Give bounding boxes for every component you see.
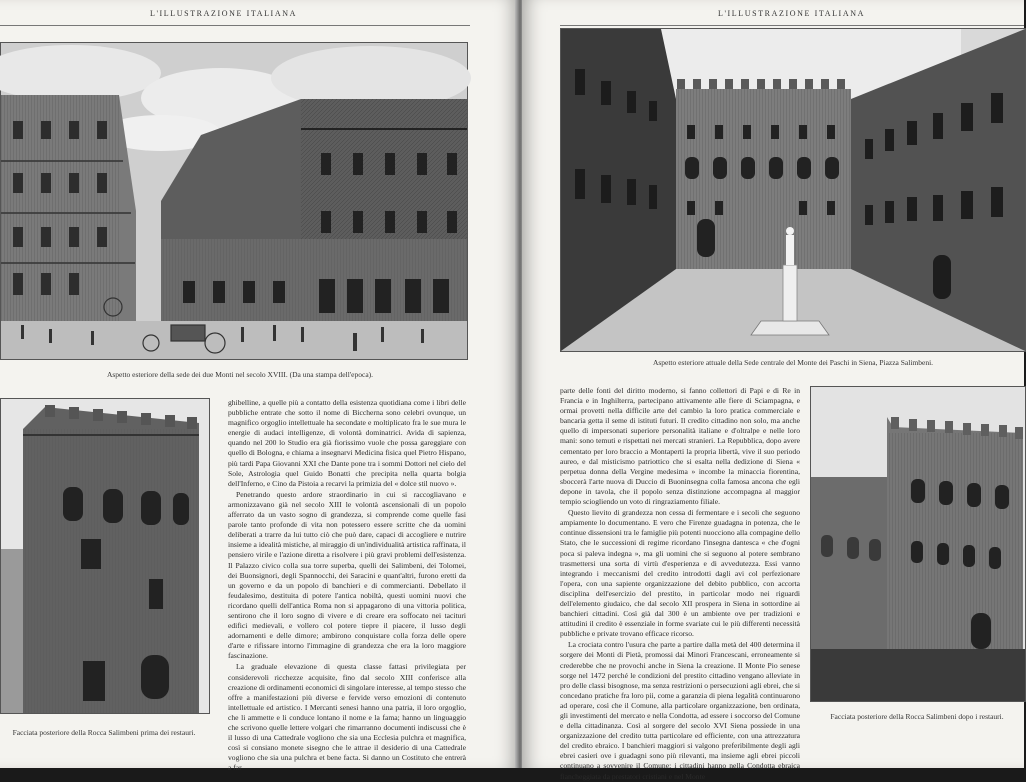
left-page [0,0,518,773]
right-page [522,0,1024,781]
body-text-left [228,398,466,773]
header-rule-right [560,25,1024,26]
photo-rocca-salimbeni-before-restoration [0,398,210,714]
running-head-right: L'ILLUSTRAZIONE ITALIANA [718,9,865,18]
bottom-image-caption-left: Facciata posteriore della Rocca Salimbeni prima dei restauri. [12,728,196,737]
photo-rocca-salimbeni-after-restoration [810,386,1026,702]
bottom-image-caption-right: Facciata posteriore della Rocca Salimbeni dopo i restauri. [830,712,1004,721]
running-head-left: L'ILLUSTRAZIONE ITALIANA [150,9,297,18]
photo-piazza-salimbeni [560,28,1026,352]
paragraph: La graduale elevazione di questa classe fattasi privilegiata per considerevoli ricchezze acquisite, fino dal secolo XIII conferisce alla creazione di ordinamenti economici di singolare interesse, al tempo stesso che offre a manifestazioni più diverse e fervide verso emozioni di contenuto intellettuale ed artistico. I Mercanti senesi hanno una patria, il loro orgoglio, che li ammette e li conduce lontano il nome e la fama; hanno un linguaggio che scrivono quelle lettere volgari che rimarranno documenti indiscussi che è il lusso di una Cattedrale vogliono che sia una Ecclesia pulchra et magnifica, così si consiano monete sisegno che le attrae il desiderio di una Cattedrale vogliono che sia una pulchra et bene facta. Si danno un Costituto che entrerà a far [228,662,466,773]
paragraph: parte delle fonti del diritto moderno, si fanno collettori di Papi e di Re in Francia e in Inghilterra, partecipano attivamente alle fiere di Sciampagna, e ormai provetti nella difficile arte del cambio la loro pratica commerciale e bancaria getta il seme di istituti futuri. Il credito cittadino non solo, ma anche quello di impersonati superiore personalità italiane e d'oltralpe e nelle loro mani: sono temuti e rispettati nei mercati stranieri. La Repubblica, dopo avere cementato per loro braccio a Montaperti la propria libertà, vive il suo periodo aureo, e dal misticismo patriottico che si esalta nella dedizione di Siena « perpetua donna della Vergine medesima » incombe la minaccia fiorentina, sboccerà l'arte nuova di Duccio di Buoninsegna colla famosa ancona che egli depone in tavola, che il popolo senza distinzione accompagna al maggior tempio sciogliendo un voto di ringraziamento filiale. [560,386,800,507]
paragraph: Penetrando questo ardore straordinario in cui si raccogliavano e armonizzavano già nel secolo XIII le volontà ascensionali di un popolo afferrato da un vasto sogno di grandezza, si comprende come quelle fasi parole tanto profonde di vita non potessero essere scritte che da uomini deliberati a trarre da lui tutto ciò che può dare, capaci di accogliere e nutrire insieme a idealità mistiche, al miraggio di un'individualità artistica raffinata, il pensiero virile e l'azione diretta a risolvere i più gravi problemi dell'esistenza. Il Palazzo civico colla sua torre superba, quelli dei Salimbeni, dei Tolomei, dei Buonsignori, degli Spannocchi, dei Saracini e quant'altri, furono eretti da un governo e da un popolo di banchieri e di commercianti. Debellato il feudalesimo, destituita di potere l'antica nobiltà, questi uomini nuovi che ricordano quelli dell'antica Roma non si appagarono di una vittoria politica, sentirono che il loro sogno di vivere e di creare era soffocato nei tacituri edifici medievali, e vollero col potere tiepre il piacere, il lusso degli adornamenti e delle dimore; ambirono conquistare colla forza delle opere d'arte e rifissare intorno l'immagine di grandezza che era la loro maggiore fascinazione. [228,489,466,661]
header-rule-left [0,25,470,26]
engraving-eighteenth-century-palazzo [0,42,468,360]
paragraph: ghibelline, a quelle più a contatto della esistenza quotidiana come i libri delle pubbliche entrate che sotto il nome di Biccherna sono celebri ovunque, un magnifico orgoglio intellettuale ha secondate e moltiplicato fra le sue mura le energie di audaci intelligenze, di volontà dominatrici. Avida di sapienza, quando nel 200 lo Studio era già fiorissimo vuole che possa gareggiare con quello di Bologna, e chiama a insegnarvi Medicina fisica quel Pietro Hispano, più tardi Papa Giovanni XXI che Dante pone tra i sommi Dottori nel cielo del Sole, Astrologia quel Guido Bonatti che precipita nella quarta bolgia dell'Inferno, e Cino da Pistoia a recarvi la primizia del « dolce stil nuovo ». [228,398,466,488]
body-text-right [560,386,800,781]
top-image-caption-left: Aspetto esteriore della sede dei due Monti nel secolo XVIII. (Da una stampa dell'epoca). [106,370,374,379]
paragraph: La crociata contro l'usura che parte a partire dalla metà del 400 determina il sorgere dei Monti di Pietà, promossi dai Minori Francescani, erroneamente si crederebbe che ne provochi anche in Siena la creazione. Il Monte Pio senese sorge nel 1472 perché le condizioni del prestito cittadino vengano alleviate in pro delle classi bisognose, ma senza restrizioni o persecuzioni agli ebrei, che si concedano pratiche fra loro pii, come a garanzia di piena legalità continuarono ad operare, così che il Comune, alla particolare organizzazione, ben ordinata, gli investimenti del mercato e nella Condotta, ad essere i soccorso del Comune e della cittadinanza. Così al sorgere del secolo XVI Siena possiede in una organizzazione del credito tutta particolare ed efficiente, con una attrezzatura del credito ebraico. I banchieri maggiori si valgono preferibilmente degli agli ebrei casieri ove i guadagni sono più rilevanti, ma insieme agli ebrei piccoli continuano a sovvenire il Comune: i cittadini hanno nella Condotta ebraica fiancheggiata da prestatori cristiani e nel Monte [560,640,800,781]
paragraph: Questo lievito di grandezza non cessa di fermentare e i secoli che seguono ampiamente lo documentano. E vero che Firenze guadagna in potenza, che le continue dissensioni tra le famiglie più potenti nuocciono alla compagine dello Stato, che le successioni di regime ricordano l'insegna dantesca « che d'ogni poca si paleva indegna », ma gli uomini che si seguono al potere sembrano trasmettersi una sorta di virtù d'esperienza e di avvedutezza. Essi vanno integrando i meccanismi del credito introdotti dagli avi col perfezionare l'opera, con una sapiente organizzazione del debito pubblico, con accorta disciplina dell'esercizio del prestito, in particolar modo nei riguardi dell'elemento giudaico, che dal secolo XII prospera in Siena in sottordine ai banchieri cittadini. Così già dal 300 è un ambiente ove per tradizioni e attitudini il credito è essenziale in forme svariate cui le più differenti necessità pubbliche e private trovano efficace ricorso. [560,508,800,639]
top-image-caption-right: Aspetto esteriore attuale della Sede centrale del Monte dei Paschi in Siena, Piazza Salimbeni. [652,358,934,367]
